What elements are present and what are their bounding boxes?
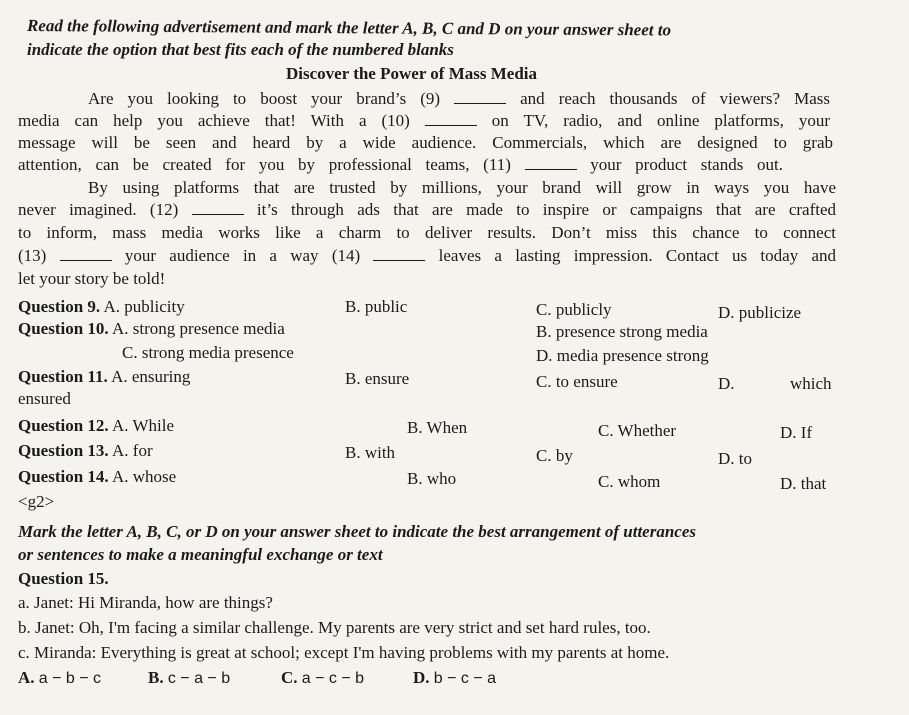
passage-line — [18, 133, 833, 153]
option-a: A. strong presence media — [112, 319, 285, 338]
option-value: c − a − b — [167, 670, 231, 687]
option-a: A. whose — [112, 467, 177, 486]
question-12 — [18, 416, 174, 436]
blank-12 — [192, 202, 244, 215]
utterance-a: a. Janet: Hi Miranda, how are things? — [18, 593, 273, 612]
section2-instruction-2: or sentences to make a meaningful exchange or text — [18, 545, 383, 564]
passage-text: to inform, mass media works like a charm to deliver results. Don’t miss this chance to connect — [18, 223, 836, 242]
section2-instruction-1: Mark the letter A, B, C, or D on your answer sheet to indicate the best arrangement of utterances — [18, 522, 696, 541]
passage-line — [18, 155, 783, 175]
instruction-line-1: Read the following advertisement and mark the letter A, B, C and D on your answer sheet to — [26, 16, 672, 40]
option-b: B. who — [407, 469, 457, 488]
blank-14 — [373, 248, 425, 261]
question-label: Question 13. — [18, 441, 109, 460]
question-9 — [18, 297, 185, 317]
passage-text: (13) — [18, 246, 60, 265]
option-letter: A. — [18, 668, 35, 687]
question-14 — [18, 467, 176, 487]
passage-text: on TV, radio, and online platforms, your — [476, 111, 830, 130]
question-label: Question 12. — [18, 416, 109, 435]
passage-text: Are you looking to boost your brand’s (9) — [88, 89, 455, 108]
option-d: D. to — [718, 449, 752, 468]
question-10 — [18, 319, 285, 339]
passage-line — [18, 269, 165, 289]
passage-text: let your story be told! — [18, 269, 166, 288]
question-11 — [18, 367, 190, 387]
passage-line — [18, 200, 836, 220]
passage-line — [18, 89, 830, 109]
q15-option-d — [413, 668, 496, 689]
passage-text: media can help you achieve that! With a (10) — [18, 111, 425, 130]
option-c: C. publicly — [536, 300, 612, 319]
question-15-label: Question 15. — [18, 569, 109, 588]
passage-line — [18, 111, 830, 131]
passage-text: attention, can be created for you by professional teams, (11) — [18, 155, 525, 174]
option-c: C. to ensure — [536, 372, 618, 391]
option-b: B. with — [345, 443, 396, 462]
option-c: C. strong media presence — [122, 343, 294, 362]
option-c: C. whom — [598, 472, 661, 491]
passage-line — [18, 223, 836, 243]
question-label: Question 11. — [18, 367, 108, 386]
option-d-text: which — [790, 374, 832, 393]
blank-10 — [425, 113, 477, 126]
blank-9 — [454, 91, 506, 104]
instruction-line-2: indicate the option that best fits each of the numbered blanks — [27, 40, 454, 59]
option-value: b − c − a — [433, 670, 497, 687]
question-label: Question 9. — [18, 297, 101, 316]
question-label: Question 14. — [18, 467, 109, 486]
passage-text: never imagined. (12) — [18, 200, 192, 219]
passage-text: By using platforms that are trusted by millions, your brand will grow in ways you have — [88, 178, 836, 197]
passage-title: Discover the Power of Mass Media — [286, 64, 538, 83]
option-a: A. for — [112, 441, 153, 460]
q15-option-a — [18, 668, 101, 689]
option-value: a − c − b — [301, 670, 365, 687]
option-b: B. presence strong media — [536, 322, 708, 341]
option-d: D. publicize — [718, 303, 802, 322]
option-d-wrap: ensured — [18, 389, 71, 408]
option-a: A. publicity — [103, 297, 185, 316]
utterance-c: c. Miranda: Everything is great at school; except I'm having problems with my parents at home. — [18, 643, 670, 662]
q15-option-c — [281, 668, 364, 689]
option-value: a − b − c — [38, 670, 102, 687]
question-label: Question 10. — [18, 319, 109, 338]
option-a: A. While — [112, 416, 175, 435]
option-c: C. Whether — [598, 421, 677, 440]
option-d: D. — [718, 374, 735, 393]
option-d: D. that — [780, 474, 827, 493]
option-b: B. public — [345, 297, 408, 316]
question-13 — [18, 441, 153, 461]
option-d: D. media presence strong — [536, 346, 709, 365]
passage-text: and reach thousands of viewers? Mass — [506, 89, 831, 108]
option-letter: B. — [148, 668, 164, 687]
option-letter: D. — [413, 668, 430, 687]
utterance-b: b. Janet: Oh, I'm facing a similar challenge. My parents are very strict and set hard rules, too. — [18, 618, 651, 637]
option-a: A. ensuring — [111, 367, 191, 386]
passage-line — [18, 246, 836, 266]
passage-text: your product stands out. — [576, 155, 783, 174]
q15-option-b — [148, 668, 230, 689]
passage-text: message will be seen and heard by a wide audience. Commercials, which are designed to grab — [18, 133, 833, 152]
passage-text: your audience in a way (14) — [111, 246, 374, 265]
passage-line — [18, 178, 836, 198]
passage-text: leaves a lasting impression. Contact us today and — [425, 246, 837, 265]
option-c: C. by — [536, 446, 573, 465]
group-tag: <g2> — [18, 492, 55, 511]
option-d: D. If — [780, 423, 813, 442]
blank-11 — [525, 157, 577, 170]
passage-text: it’s through ads that are made to inspire or campaigns that are crafted — [243, 200, 836, 219]
option-b: B. ensure — [345, 369, 410, 388]
blank-13 — [60, 248, 112, 261]
option-b: B. When — [407, 418, 468, 437]
option-letter: C. — [281, 668, 298, 687]
